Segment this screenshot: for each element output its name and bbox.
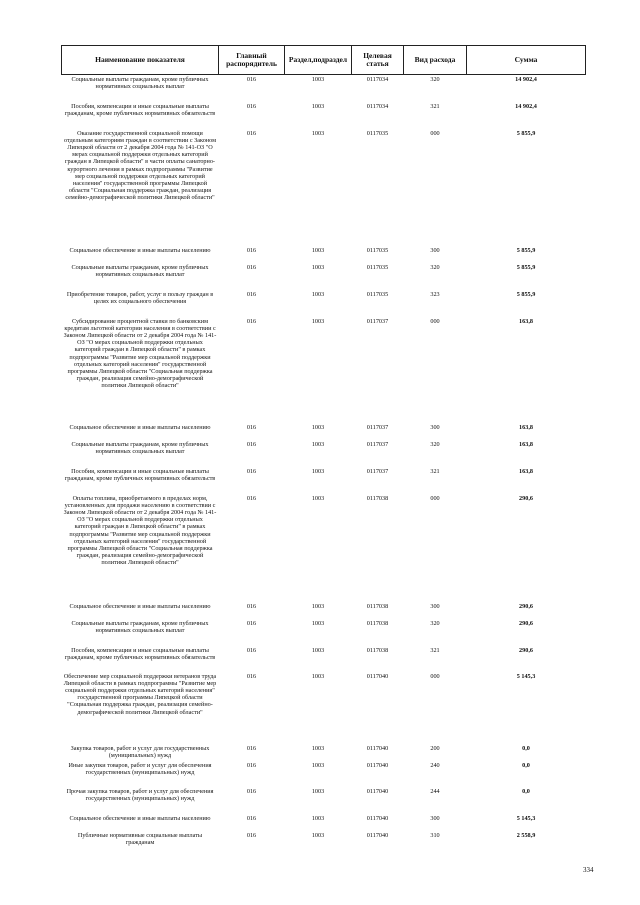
cell-vr: 310 (430, 831, 440, 839)
cell-vr: 321 (430, 467, 440, 475)
cell-razdel: 1003 (311, 440, 325, 448)
cell-grbs: 016 (246, 290, 257, 298)
cell-razdel: 1003 (311, 761, 325, 769)
cell-cst: 0117035 (366, 263, 389, 271)
cell-grbs: 016 (246, 129, 257, 137)
cell-cst: 0117040 (366, 787, 389, 795)
table-row (62, 75, 586, 102)
table-header-row (62, 46, 586, 75)
cell-sum: 5 145,3 (516, 814, 536, 822)
cell-vr: 321 (430, 646, 440, 654)
cell-grbs: 016 (246, 494, 257, 502)
cell-sum: 290,6 (519, 602, 533, 610)
cell-vr: 300 (430, 602, 440, 610)
cell-name: Пособия, компенсации и иные социальные выплаты гражданам, кроме публичных нормативных обязательств (64, 102, 216, 117)
cell-name: Оказание государственной социальной помощи отдельным категориям граждан в соответствии с Законом Липецкой области от 2 декабря 2004 года № 141-ОЗ "О мерах социальной поддержки отдельных категорий граждан в Липецкой области" в части оплаты санаторно-курортного лечения в рамках подпрограммы "Развитие мер социальной поддержки отдельных категорий населения" государственной программы Липецкой области "Социальная поддержка граждан, реализация семейно-демографической политики Липецкой области" (63, 129, 217, 202)
table-row (62, 440, 586, 467)
cell-name: Субсидирование процентной ставки по банковским кредитам льготной категории населения в соответствии с Законом Липецкой области от 2 декабря 2004 года № 141-ОЗ "О мерах социальной поддержки отдельных категорий граждан в Липецкой области" в рамках подпрограммы "Развитие мер социальной поддержки отдельных категорий населения" государственной программы Липецкой области "Социальная поддержка граждан, реализация семейно-демографической политики Липецкой области" (63, 317, 217, 390)
cell-sum: 14 902,4 (515, 76, 537, 83)
cell-name: Социальные выплаты гражданам, кроме публичных нормативных социальных выплат (71, 619, 209, 634)
table-row (62, 246, 586, 263)
cell-cst: 0117035 (366, 290, 389, 298)
cell-name: Приобретение товаров, работ, услуг в пользу граждан в целях их социального обеспечения (66, 290, 214, 305)
budget-table-page (61, 45, 585, 848)
cell-cst: 0117037 (366, 467, 389, 475)
cell-cst: 0117037 (366, 423, 389, 431)
cell-name: Оплаты топлива, приобретаемого в пределах норм, установленных для продажи населению в соответствии с Законом Липецкой области от 2 декабря 2004 года № 141-ОЗ "О мерах социальной поддержки отдельных категорий граждан в Липецкой области" в рамках подпрограммы "Развитие мер социальной поддержки отдельных категорий населения" государственной программы Липецкой области "Социальная поддержка граждан, реализация семейно-демографической политики Липецкой области" (63, 494, 217, 567)
cell-sum: 5 855,9 (516, 129, 536, 137)
cell-grbs: 016 (246, 102, 257, 110)
table-row (62, 646, 586, 672)
cell-sum: 0,0 (522, 787, 530, 795)
table-row (62, 290, 586, 317)
cell-vr: 320 (430, 76, 440, 83)
cell-razdel: 1003 (311, 102, 325, 110)
cell-name: Социальные выплаты гражданам, кроме публичных нормативных социальных выплат (71, 76, 209, 91)
table-row (62, 814, 586, 831)
cell-razdel: 1003 (311, 423, 325, 431)
cell-razdel: 1003 (311, 76, 325, 83)
cell-sum: 0,0 (522, 761, 530, 769)
cell-sum: 290,6 (519, 494, 533, 502)
table-row (62, 602, 586, 619)
cell-name: Социальные выплаты гражданам, кроме публичных нормативных социальных выплат (71, 440, 209, 455)
cell-razdel: 1003 (311, 787, 325, 795)
cell-cst: 0117034 (366, 76, 389, 83)
cell-razdel: 1003 (311, 831, 325, 839)
cell-sum: 14 902,4 (515, 102, 537, 110)
cell-sum: 163,8 (519, 317, 533, 325)
cell-grbs: 016 (246, 761, 257, 769)
cell-sum: 5 855,9 (516, 290, 536, 298)
cell-cst: 0117038 (366, 494, 389, 502)
cell-grbs: 016 (246, 76, 257, 83)
cell-sum: 163,8 (519, 467, 533, 475)
cell-razdel: 1003 (311, 814, 325, 822)
cell-grbs: 016 (246, 423, 257, 431)
cell-sum: 0,0 (522, 744, 530, 752)
cell-grbs: 016 (246, 831, 257, 839)
budget-table (61, 45, 586, 848)
cell-grbs: 016 (246, 263, 257, 271)
cell-grbs: 016 (246, 619, 257, 627)
cell-vr: 300 (430, 423, 440, 431)
cell-name: Социальное обеспечение и иные выплаты населению (69, 814, 211, 822)
table-row (62, 467, 586, 494)
cell-cst: 0117040 (366, 744, 389, 752)
cell-razdel: 1003 (311, 263, 325, 271)
cell-sum: 290,6 (519, 646, 533, 654)
cell-razdel: 1003 (311, 494, 325, 502)
cell-sum: 163,8 (519, 440, 533, 448)
cell-vr: 244 (430, 787, 440, 795)
cell-razdel: 1003 (311, 672, 325, 680)
cell-cst: 0117034 (366, 102, 389, 110)
table-row (62, 672, 586, 744)
cell-cst: 0117040 (366, 761, 389, 769)
cell-vr: 320 (430, 263, 440, 271)
table-body (62, 75, 586, 848)
cell-razdel: 1003 (311, 129, 325, 137)
cell-grbs: 016 (246, 646, 257, 654)
header-sum: Сумма (467, 46, 586, 75)
header-grbs: Главный распорядитель (219, 46, 285, 75)
cell-sum: 5 855,9 (516, 246, 536, 254)
header-name: Наименование показателя (62, 46, 219, 75)
cell-grbs: 016 (246, 814, 257, 822)
cell-grbs: 016 (246, 440, 257, 448)
cell-razdel: 1003 (311, 317, 325, 325)
cell-vr: 000 (430, 129, 440, 137)
cell-name: Пособия, компенсации и иные социальные выплаты гражданам, кроме публичных нормативных обязательств (64, 467, 216, 482)
cell-vr: 323 (430, 290, 440, 298)
table-row (62, 423, 586, 440)
cell-razdel: 1003 (311, 246, 325, 254)
cell-vr: 240 (430, 761, 440, 769)
cell-razdel: 1003 (311, 744, 325, 752)
table-row (62, 744, 586, 761)
cell-cst: 0117038 (366, 646, 389, 654)
cell-grbs: 016 (246, 787, 257, 795)
table-row (62, 787, 586, 814)
cell-sum: 5 855,9 (516, 263, 536, 271)
header-cst: Целевая статья (352, 46, 404, 75)
cell-vr: 000 (430, 494, 440, 502)
header-vr: Вид расхода (404, 46, 467, 75)
table-row (62, 494, 586, 602)
cell-cst: 0117038 (366, 619, 389, 627)
cell-vr: 300 (430, 814, 440, 822)
cell-razdel: 1003 (311, 619, 325, 627)
cell-cst: 0117035 (366, 246, 389, 254)
cell-name: Обеспечение мер социальной поддержки ветеранов труда Липецкой области в рамках подпрограммы "Развитие мер социальной поддержки отдельных категорий населения" государственной программы Липецкой области "Социальная поддержка граждан, реализация семейно-демографической политики Липецкой области" (63, 672, 217, 716)
table-row (62, 761, 586, 787)
cell-grbs: 016 (246, 467, 257, 475)
cell-name: Пособия, компенсации и иные социальные выплаты гражданам, кроме публичных нормативных обязательств (64, 646, 216, 661)
cell-sum: 5 145,3 (516, 672, 536, 680)
cell-name: Публичные нормативные социальные выплаты гражданам (77, 831, 203, 846)
cell-name: Социальное обеспечение и иные выплаты населению (69, 246, 211, 254)
cell-vr: 321 (430, 102, 440, 110)
cell-cst: 0117037 (366, 317, 389, 325)
cell-cst: 0117040 (366, 814, 389, 822)
table-row (62, 102, 586, 129)
cell-vr: 200 (430, 744, 440, 752)
cell-name: Социальное обеспечение и иные выплаты населению (69, 602, 211, 610)
cell-vr: 000 (430, 317, 440, 325)
cell-sum: 2 558,9 (516, 831, 536, 839)
cell-grbs: 016 (246, 317, 257, 325)
cell-sum: 163,8 (519, 423, 533, 431)
cell-razdel: 1003 (311, 467, 325, 475)
cell-sum: 290,6 (519, 619, 533, 627)
table-row (62, 129, 586, 246)
table-row (62, 263, 586, 290)
cell-grbs: 016 (246, 744, 257, 752)
cell-grbs: 016 (246, 246, 257, 254)
cell-name: Закупка товаров, работ и услуг для государственных (муниципальных) нужд (70, 744, 210, 759)
table-row (62, 831, 586, 848)
cell-vr: 300 (430, 246, 440, 254)
cell-name: Социальное обеспечение и иные выплаты населению (69, 423, 211, 431)
cell-cst: 0117040 (366, 672, 389, 680)
cell-name: Социальные выплаты гражданам, кроме публичных нормативных социальных выплат (71, 263, 209, 278)
cell-vr: 320 (430, 440, 440, 448)
cell-grbs: 016 (246, 602, 257, 610)
cell-name: Прочая закупка товаров, работ и услуг для обеспечения государственных (муниципальных) нужд (66, 787, 214, 802)
cell-cst: 0117038 (366, 602, 389, 610)
table-row (62, 317, 586, 423)
cell-cst: 0117035 (366, 129, 389, 137)
cell-vr: 320 (430, 619, 440, 627)
header-razdel: Раздел,подраздел (285, 46, 352, 75)
cell-grbs: 016 (246, 672, 257, 680)
cell-razdel: 1003 (311, 290, 325, 298)
cell-cst: 0117040 (366, 831, 389, 839)
table-row (62, 619, 586, 646)
cell-name: Иные закупки товаров, работ и услуг для обеспечения государственных (муниципальных) нужд (68, 761, 212, 776)
page-number: 334 (583, 866, 594, 874)
cell-razdel: 1003 (311, 646, 325, 654)
cell-vr: 000 (430, 672, 440, 680)
cell-cst: 0117037 (366, 440, 389, 448)
cell-razdel: 1003 (311, 602, 325, 610)
